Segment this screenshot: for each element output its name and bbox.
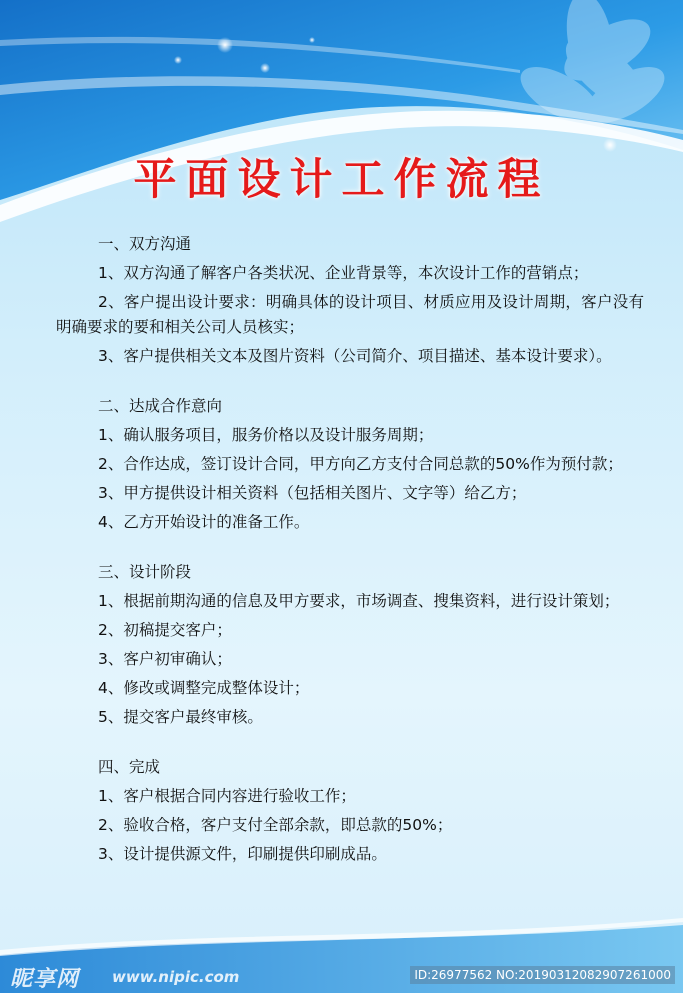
- list-item: 3、客户提供相关文本及图片资料（公司简介、项目描述、基本设计要求）。: [98, 347, 612, 365]
- list-item: 1、确认服务项目，服务价格以及设计服务周期；: [98, 426, 434, 444]
- watermark-id: ID:26977562 NO:20190312082907261000: [410, 966, 675, 984]
- section-heading: 三、设计阶段: [98, 563, 192, 581]
- list-item: 3、设计提供源文件，印刷提供印刷成品。: [98, 845, 387, 863]
- list-item: 5、提交客户最终审核。: [98, 708, 263, 726]
- list-item: 1、根据前期沟通的信息及甲方要求，市场调查、搜集资料，进行设计策划；: [98, 592, 620, 610]
- list-item: 2、合作达成，签订设计合同，甲方向乙方支付合同总款的50%作为预付款；: [98, 455, 623, 473]
- section-heading: 二、达成合作意向: [98, 397, 223, 415]
- list-item: 1、双方沟通了解客户各类状况、企业背景等，本次设计工作的营销点；: [98, 264, 589, 282]
- watermark-url: www.nipic.com: [112, 968, 240, 986]
- section-communication: [56, 232, 644, 369]
- list-item: 4、修改或调整完成整体设计；: [98, 679, 310, 697]
- list-item: 3、客户初审确认；: [98, 650, 232, 668]
- list-item: 1、客户根据合同内容进行验收工作；: [98, 787, 356, 805]
- watermark-logo: 昵享网: [10, 967, 80, 992]
- list-item: 3、甲方提供设计相关资料（包括相关图片、文字等）给乙方；: [98, 484, 527, 502]
- page-title: 平面设计工作流程: [133, 155, 550, 205]
- section-design: [56, 560, 644, 730]
- content-body: [56, 232, 644, 892]
- section-completion: [56, 755, 644, 867]
- section-heading: 四、完成: [98, 758, 161, 776]
- section-heading: 一、双方沟通: [98, 235, 192, 253]
- list-item: 4、乙方开始设计的准备工作。: [98, 513, 310, 531]
- list-item: 2、验收合格，客户支付全部余款，即总款的50%；: [98, 816, 453, 834]
- section-agreement: [56, 394, 644, 535]
- list-item: 2、初稿提交客户；: [98, 621, 232, 639]
- list-item: 2、客户提出设计要求：明确具体的设计项目、材质应用及设计周期，客户没有明确要求的要和相关公司人员核实；: [56, 293, 644, 336]
